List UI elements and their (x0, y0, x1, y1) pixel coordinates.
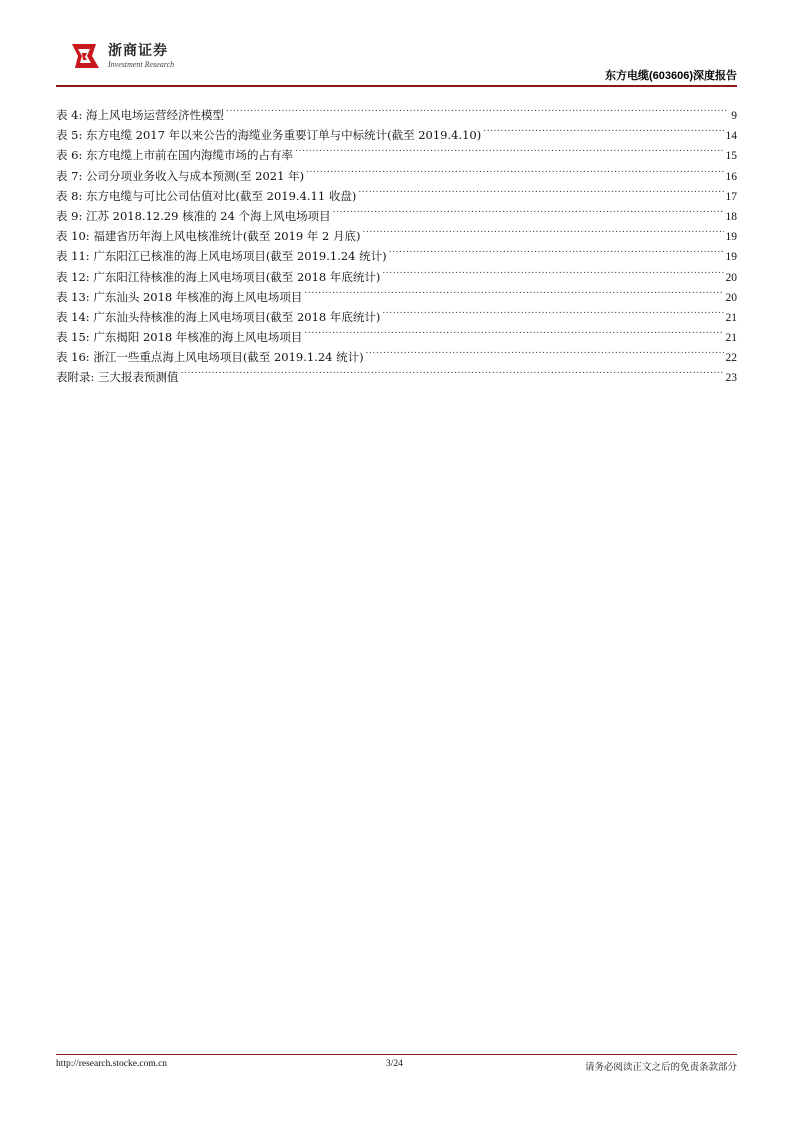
toc-leader-dots (382, 261, 723, 281)
toc-entry-title: 表 6: 东方电缆上市前在国内海缆市场的占有率 (56, 148, 293, 163)
brand-logo-icon (66, 38, 102, 72)
toc-entry-title: 表 16: 浙江一些重点海上风电场项目(截至 2019.1.24 统计) (56, 350, 364, 365)
toc-entry[interactable] (56, 99, 737, 122)
toc-leader-dots (304, 281, 723, 301)
toc-entry-title: 表 15: 广东揭阳 2018 年核准的海上风电场项目 (56, 330, 303, 345)
toc-entry-title: 表 12: 广东阳江待核准的海上风电场项目(截至 2018 年底统计) (56, 269, 381, 284)
toc-leader-dots (363, 220, 724, 240)
toc-entry-title: 表 8: 东方电缆与可比公司估值对比(截至 2019.4.11 收盘) (56, 188, 357, 203)
header-divider (56, 85, 737, 87)
toc-entry-page: 20 (725, 291, 737, 304)
toc-entry-title: 表 7: 公司分项业务收入与成本预测(至 2021 年) (56, 168, 305, 183)
toc-entry-page: 18 (725, 210, 737, 223)
toc-entry-page: 17 (725, 190, 737, 203)
toc-entry-page: 9 (731, 110, 737, 122)
toc-entry-page: 19 (725, 231, 737, 244)
toc-leader-dots (366, 341, 724, 361)
toc-leader-dots (295, 139, 724, 159)
footer-page-number: 3/24 (386, 1059, 403, 1069)
toc-entry-page: 20 (725, 271, 737, 284)
footer-disclaimer: 请务必阅读正文之后的免责条款部分 (584, 1062, 737, 1073)
toc-entry-page: 16 (725, 170, 737, 183)
toc-entry-page: 14 (725, 130, 737, 143)
toc-leader-dots (483, 119, 723, 139)
report-title: 东方电缆(603606)深度报告 (604, 70, 737, 82)
table-of-tables (56, 99, 737, 385)
toc-leader-dots (226, 99, 729, 119)
brand-name: 浙商证券 (108, 43, 168, 59)
toc-entry-page: 19 (725, 251, 737, 264)
toc-entry-title: 表 4: 海上风电场运营经济性模型 (56, 108, 225, 122)
toc-leader-dots (306, 160, 723, 180)
toc-entry-title: 表附录: 三大报表预测值 (56, 370, 179, 385)
brand-subtitle: Investment Research (108, 60, 175, 69)
toc-leader-dots (304, 321, 723, 341)
toc-leader-dots (389, 240, 724, 260)
toc-entry-page: 22 (725, 352, 737, 365)
footer-divider (56, 1054, 737, 1055)
toc-entry-page: 21 (725, 332, 737, 345)
toc-entry-title: 表 10: 福建省历年海上风电核准统计(截至 2019 年 2 月底) (56, 229, 361, 244)
toc-leader-dots (382, 301, 723, 321)
page-header (56, 36, 737, 84)
toc-leader-dots (333, 200, 724, 220)
toc-entry-title: 表 5: 东方电缆 2017 年以来公告的海缆业务重要订单与中标统计(截至 2019.4.10) (56, 128, 482, 143)
toc-entry-page: 15 (725, 150, 737, 163)
toc-entry-title: 表 14: 广东汕头待核准的海上风电场项目(截至 2018 年底统计) (56, 309, 381, 324)
toc-entry-page: 21 (725, 311, 737, 324)
footer-url-link[interactable]: http://research.stocke.com.cn (56, 1059, 168, 1069)
toc-leader-dots (181, 361, 724, 381)
toc-leader-dots (358, 180, 723, 200)
toc-entry-page: 23 (725, 372, 737, 385)
toc-entry-title: 表 13: 广东汕头 2018 年核准的海上风电场项目 (56, 289, 303, 304)
toc-entry-title: 表 11: 广东阳江已核准的海上风电场项目(截至 2019.1.24 统计) (56, 249, 387, 264)
toc-entry-title: 表 9: 江苏 2018.12.29 核准的 24 个海上风电场项目 (56, 208, 331, 223)
